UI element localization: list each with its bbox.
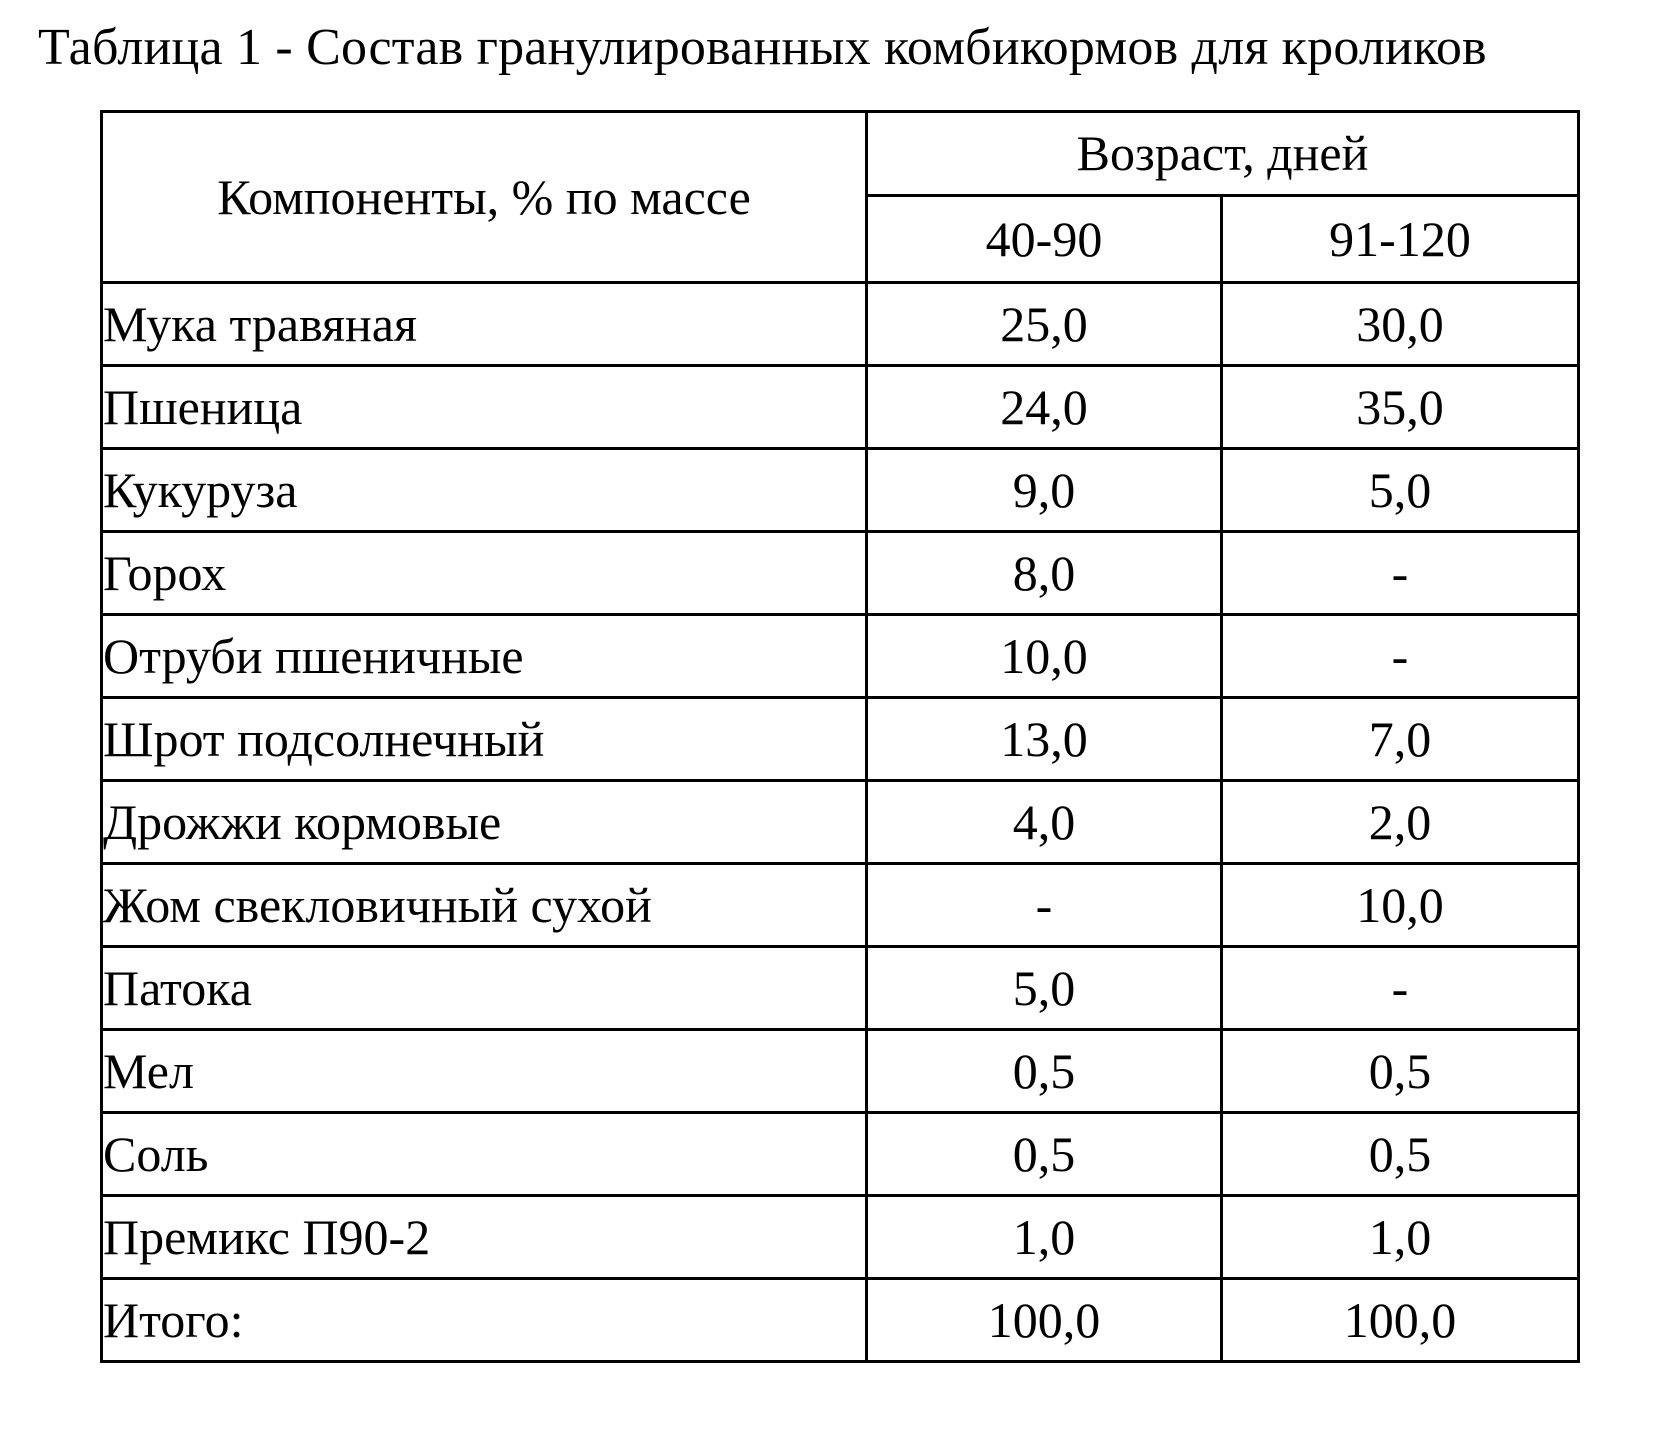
row-value-40-90: 9,0 — [867, 449, 1222, 532]
row-value-40-90: 8,0 — [867, 532, 1222, 615]
row-name: Шрот подсолнечный — [102, 698, 867, 781]
row-name: Дрожжи кормовые — [102, 781, 867, 864]
table-row — [102, 1113, 1579, 1196]
table-row-total — [102, 1279, 1579, 1362]
row-value-40-90: 13,0 — [867, 698, 1222, 781]
header-age-group-1: 40-90 — [867, 195, 1222, 282]
row-value-91-120: 7,0 — [1222, 698, 1579, 781]
table-row — [102, 615, 1579, 698]
table-row — [102, 283, 1579, 366]
table-body — [102, 283, 1579, 1362]
feed-composition-table — [100, 110, 1580, 1363]
row-name: Пшеница — [102, 366, 867, 449]
table-row — [102, 947, 1579, 1030]
table-row — [102, 698, 1579, 781]
header-components: Компоненты, % по массе — [102, 112, 867, 283]
row-name: Патока — [102, 947, 867, 1030]
row-name: Жом свекловичный сухой — [102, 864, 867, 947]
row-value-40-90: 1,0 — [867, 1196, 1222, 1279]
row-value-91-120: 10,0 — [1222, 864, 1579, 947]
row-value-40-90: 10,0 — [867, 615, 1222, 698]
row-value-91-120: 100,0 — [1222, 1279, 1579, 1362]
row-name: Горох — [102, 532, 867, 615]
table-row — [102, 864, 1579, 947]
row-value-40-90: 0,5 — [867, 1113, 1222, 1196]
row-value-91-120: 5,0 — [1222, 449, 1579, 532]
row-name: Соль — [102, 1113, 867, 1196]
header-age-group-2: 91-120 — [1222, 195, 1579, 282]
row-name: Отруби пшеничные — [102, 615, 867, 698]
row-value-91-120: 1,0 — [1222, 1196, 1579, 1279]
row-value-91-120: 35,0 — [1222, 366, 1579, 449]
row-value-40-90: 24,0 — [867, 366, 1222, 449]
row-name: Кукуруза — [102, 449, 867, 532]
table-row — [102, 1196, 1579, 1279]
row-value-40-90: - — [867, 864, 1222, 947]
table-row — [102, 781, 1579, 864]
table-row — [102, 1030, 1579, 1113]
table-row — [102, 449, 1579, 532]
row-value-91-120: 2,0 — [1222, 781, 1579, 864]
row-value-91-120: - — [1222, 947, 1579, 1030]
row-name: Мел — [102, 1030, 867, 1113]
table-caption: Таблица 1 - Состав гранулированных комбикормов для кроликов — [38, 19, 1487, 76]
row-value-91-120: 30,0 — [1222, 283, 1579, 366]
row-value-40-90: 100,0 — [867, 1279, 1222, 1362]
row-value-40-90: 4,0 — [867, 781, 1222, 864]
table-row — [102, 532, 1579, 615]
row-name: Мука травяная — [102, 283, 867, 366]
row-value-91-120: - — [1222, 532, 1579, 615]
table-row — [102, 366, 1579, 449]
row-value-40-90: 5,0 — [867, 947, 1222, 1030]
row-value-40-90: 0,5 — [867, 1030, 1222, 1113]
header-age: Возраст, дней — [867, 112, 1579, 196]
row-value-40-90: 25,0 — [867, 283, 1222, 366]
row-value-91-120: 0,5 — [1222, 1030, 1579, 1113]
row-value-91-120: - — [1222, 615, 1579, 698]
row-value-91-120: 0,5 — [1222, 1113, 1579, 1196]
row-name: Итого: — [102, 1279, 867, 1362]
row-name: Премикс П90-2 — [102, 1196, 867, 1279]
